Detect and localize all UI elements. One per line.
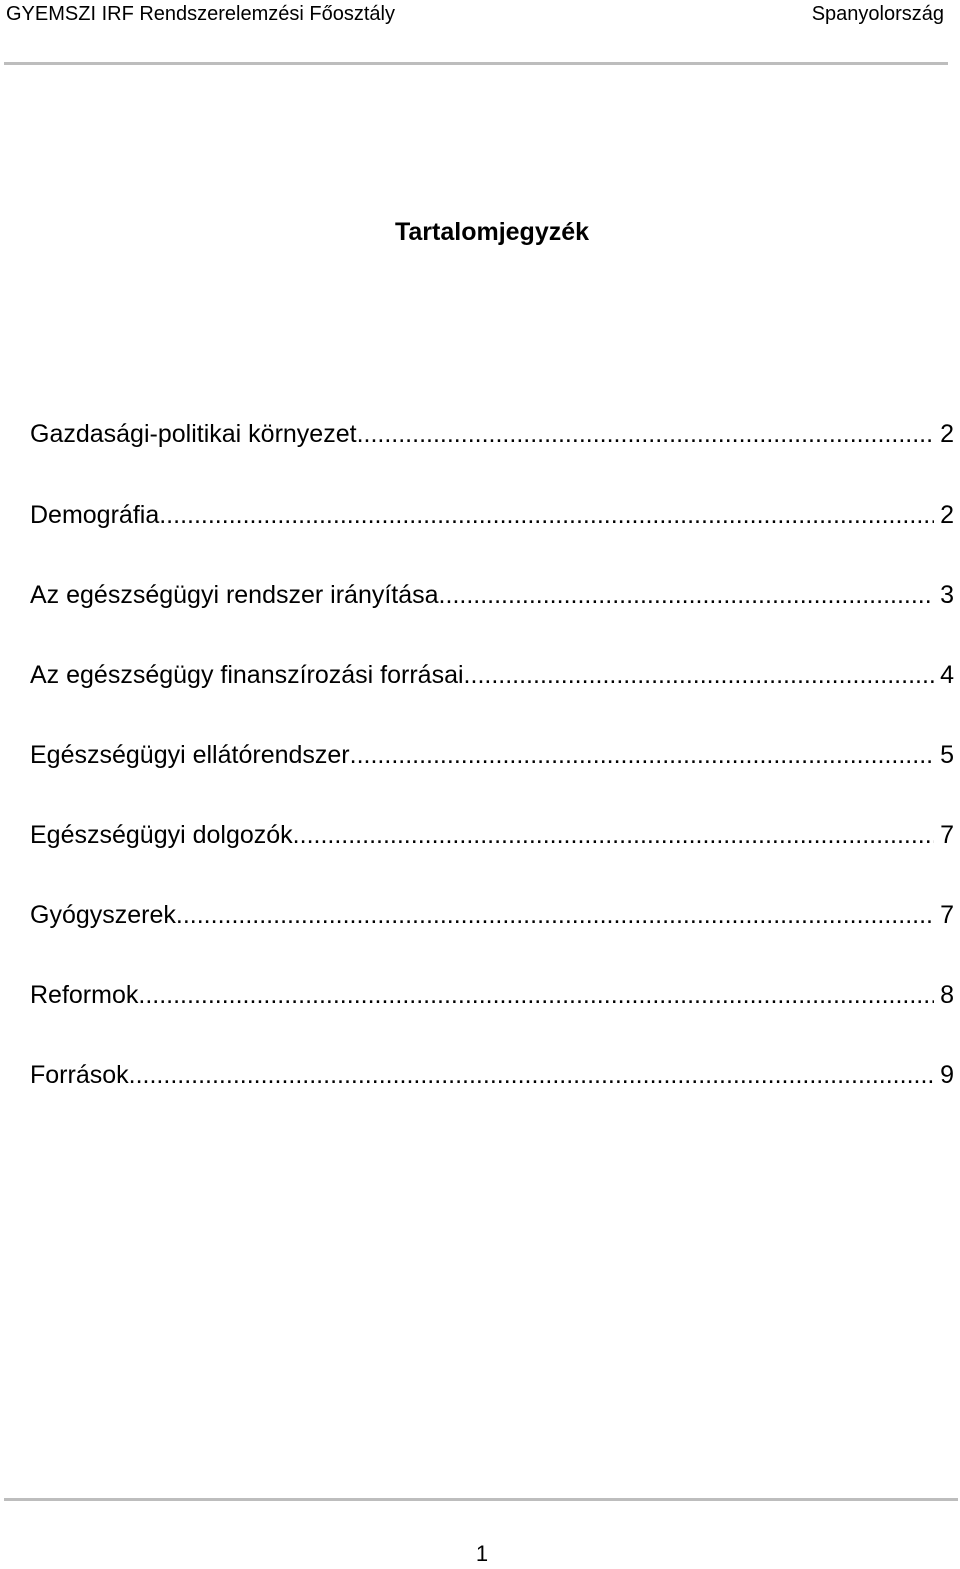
toc-entry-label: Reformok bbox=[30, 981, 139, 1009]
toc-dot-leader bbox=[138, 977, 934, 1013]
toc-entry-iranyitas[interactable] bbox=[30, 577, 954, 613]
toc-dot-leader bbox=[159, 497, 934, 533]
toc-entry-forrasok[interactable] bbox=[30, 1057, 954, 1093]
toc-entry-ellatorendszer[interactable] bbox=[30, 737, 954, 773]
toc-entry-label: Demográfia bbox=[30, 501, 160, 529]
toc-entry-label: Egészségügyi ellátórendszer bbox=[30, 741, 350, 769]
toc-entry-page: 8 bbox=[940, 981, 954, 1009]
toc-entry-label: Az egészségügyi rendszer irányítása bbox=[30, 581, 439, 609]
toc-dot-leader bbox=[357, 416, 935, 452]
toc-entry-label: Források bbox=[30, 1061, 129, 1089]
toc-dot-leader bbox=[439, 577, 935, 613]
toc-entry-label: Gyógyszerek bbox=[30, 901, 176, 929]
toc-dot-leader bbox=[129, 1057, 934, 1093]
toc-dot-leader bbox=[464, 657, 935, 693]
toc-entry-demografia[interactable] bbox=[30, 497, 954, 533]
header-country: Spanyolország bbox=[811, 3, 944, 25]
toc-dot-leader bbox=[350, 737, 934, 773]
toc-entry-page: 7 bbox=[940, 821, 954, 849]
toc-entry-page: 5 bbox=[940, 741, 954, 769]
header-divider bbox=[4, 62, 948, 65]
toc-dot-leader bbox=[293, 817, 934, 853]
toc-entry-page: 7 bbox=[940, 901, 954, 929]
toc-entry-page: 9 bbox=[940, 1061, 954, 1089]
toc-entry-page: 3 bbox=[940, 581, 954, 609]
toc-entry-finanszirozasi-forrasai[interactable] bbox=[30, 657, 954, 693]
toc-entry-dolgozok[interactable] bbox=[30, 817, 954, 853]
page-header bbox=[6, 0, 944, 30]
toc-entry-page: 2 bbox=[940, 501, 954, 529]
header-organization: GYEMSZI IRF Rendszerelemzési Főosztály bbox=[6, 3, 395, 25]
toc-title: Tartalomjegyzék bbox=[394, 218, 590, 246]
toc-entry-label: Az egészségügy finanszírozási forrásai bbox=[30, 661, 464, 689]
toc-entry-label: Gazdasági-politikai környezet bbox=[30, 420, 357, 448]
toc-entry-page: 2 bbox=[940, 420, 954, 448]
toc-entry-page: 4 bbox=[940, 661, 954, 689]
toc-entry-gazdasagi-politikai-kornyezet[interactable] bbox=[30, 416, 954, 452]
toc-entry-reformok[interactable] bbox=[30, 977, 954, 1013]
toc-entry-label: Egészségügyi dolgozók bbox=[30, 821, 293, 849]
page-number: 1 bbox=[475, 1541, 489, 1566]
footer-divider bbox=[4, 1498, 958, 1501]
toc-dot-leader bbox=[176, 897, 934, 933]
toc-entry-gyogyszerek[interactable] bbox=[30, 897, 954, 933]
